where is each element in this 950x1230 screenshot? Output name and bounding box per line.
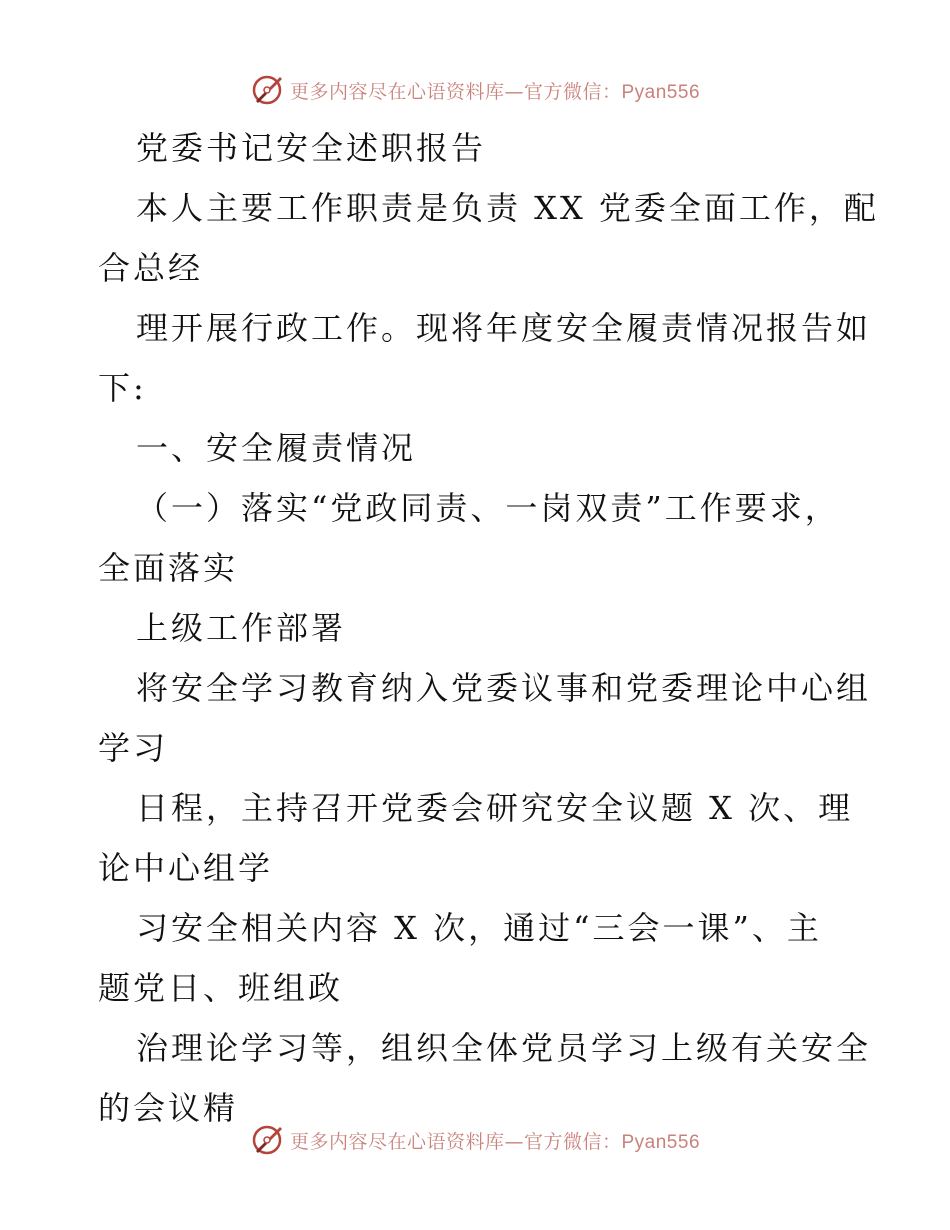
document-line: 日程，主持召开党委会研究安全议题 X 次、理 — [136, 789, 854, 827]
quill-pen-circle-icon — [250, 73, 284, 107]
document-line: 习安全相关内容 X 次，通过“三会一课”、主 — [136, 909, 822, 947]
document-line: 本人主要工作职责是负责 XX 党委全面工作，配 — [136, 189, 879, 227]
document-line: 将安全学习教育纳入党委议事和党委理论中心组 — [136, 669, 872, 707]
watermark-wechat-id: Pyan556 — [621, 1131, 701, 1153]
document-line: 全面落实 — [98, 549, 239, 587]
watermark-lead: 更多内容尽在心语资料库 — [289, 80, 505, 103]
document-body — [98, 118, 879, 1138]
document-line: 的会议精 — [98, 1089, 239, 1127]
document-line: 治理论学习等，组织全体党员学习上级有关安全 — [136, 1029, 872, 1067]
document-line: 理开展行政工作。现将年度安全履责情况报告如 — [136, 309, 872, 347]
watermark-lead: 更多内容尽在心语资料库 — [289, 1130, 505, 1153]
document-line: 上级工作部署 — [136, 609, 347, 647]
document-line: 学习 — [98, 729, 169, 767]
document-line: 一、安全履责情况 — [136, 429, 417, 467]
watermark-wechat-label: 官方微信： — [523, 1130, 622, 1153]
watermark-separator: — — [504, 1130, 524, 1153]
watermark-text — [290, 1127, 700, 1154]
watermark-wechat-id: Pyan556 — [621, 81, 701, 103]
document-line: 下: — [98, 369, 147, 407]
watermark-separator: — — [504, 80, 524, 103]
document-line: 党委书记安全述职报告 — [136, 129, 487, 167]
watermark-wechat-label: 官方微信： — [523, 80, 622, 103]
document-line: 论中心组学 — [98, 849, 274, 887]
quill-pen-circle-icon — [250, 1123, 284, 1157]
document-line: 题党日、班组政 — [98, 969, 344, 1007]
document-line: 合总经 — [98, 249, 204, 287]
document-line: （一）落实“党政同责、一岗双责”工作要求， — [136, 489, 840, 527]
footer-watermark — [0, 1120, 950, 1160]
header-watermark — [0, 70, 950, 110]
watermark-text — [290, 77, 700, 104]
